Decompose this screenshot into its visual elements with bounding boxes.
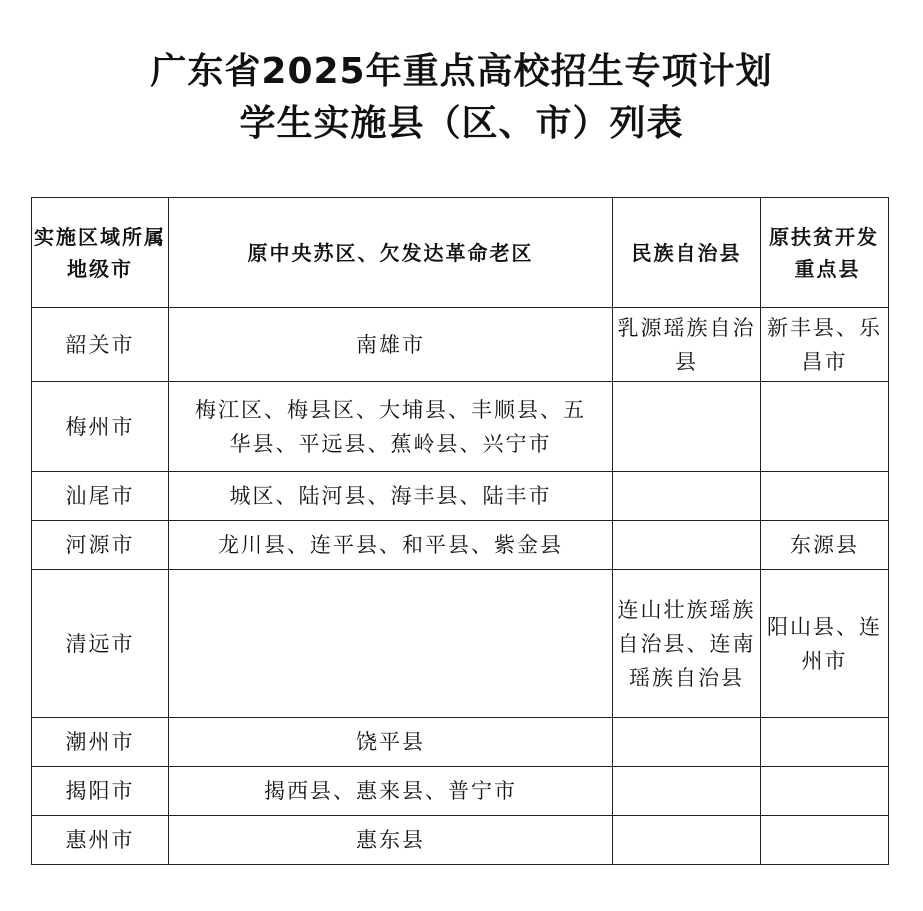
national-cell [613, 816, 761, 865]
city-cell: 韶关市 [32, 308, 169, 382]
poverty-cell [761, 382, 889, 472]
city-cell: 潮州市 [32, 718, 169, 767]
old-area-cell: 南雄市 [169, 308, 613, 382]
city-cell: 河源市 [32, 521, 169, 570]
header-row [32, 198, 889, 308]
title-line-1: 广东省2025年重点高校招生专项计划 [150, 51, 773, 92]
poverty-cell [761, 718, 889, 767]
national-cell: 连山壮族瑶族自治县、连南瑶族自治县 [613, 570, 761, 718]
old-area-cell: 饶平县 [169, 718, 613, 767]
poverty-cell: 新丰县、乐昌市 [761, 308, 889, 382]
table-row [32, 570, 889, 718]
old-area-cell: 龙川县、连平县、和平县、紫金县 [169, 521, 613, 570]
table-row [32, 308, 889, 382]
table-row [32, 816, 889, 865]
old-area-cell: 揭西县、惠来县、普宁市 [169, 767, 613, 816]
poverty-cell: 东源县 [761, 521, 889, 570]
city-cell: 惠州市 [32, 816, 169, 865]
city-cell: 梅州市 [32, 382, 169, 472]
national-cell [613, 382, 761, 472]
old-area-cell: 惠东县 [169, 816, 613, 865]
city-cell: 揭阳市 [32, 767, 169, 816]
poverty-cell [761, 472, 889, 521]
header-old-area: 原中央苏区、欠发达革命老区 [169, 198, 613, 308]
county-table [31, 197, 889, 865]
header-national: 民族自治县 [613, 198, 761, 308]
header-city: 实施区域所属地级市 [32, 198, 169, 308]
header-poverty-line2: 重点县 [794, 256, 861, 281]
header-poverty [761, 198, 889, 308]
header-poverty-line1: 原扶贫开发 [769, 224, 879, 249]
old-area-cell: 城区、陆河县、海丰县、陆丰市 [169, 472, 613, 521]
table-row [32, 718, 889, 767]
table-row [32, 767, 889, 816]
poverty-cell: 阳山县、连州市 [761, 570, 889, 718]
national-cell [613, 767, 761, 816]
national-cell [613, 472, 761, 521]
national-cell [613, 521, 761, 570]
title-line-2: 学生实施县（区、市）列表 [239, 103, 684, 144]
table-row [32, 521, 889, 570]
table-row [32, 382, 889, 472]
old-area-cell [169, 570, 613, 718]
table-row [32, 472, 889, 521]
national-cell: 乳源瑶族自治县 [613, 308, 761, 382]
city-cell: 清远市 [32, 570, 169, 718]
poverty-cell [761, 816, 889, 865]
city-cell: 汕尾市 [32, 472, 169, 521]
poverty-cell [761, 767, 889, 816]
national-cell [613, 718, 761, 767]
old-area-cell: 梅江区、梅县区、大埔县、丰顺县、五华县、平远县、蕉岭县、兴宁市 [169, 382, 613, 472]
